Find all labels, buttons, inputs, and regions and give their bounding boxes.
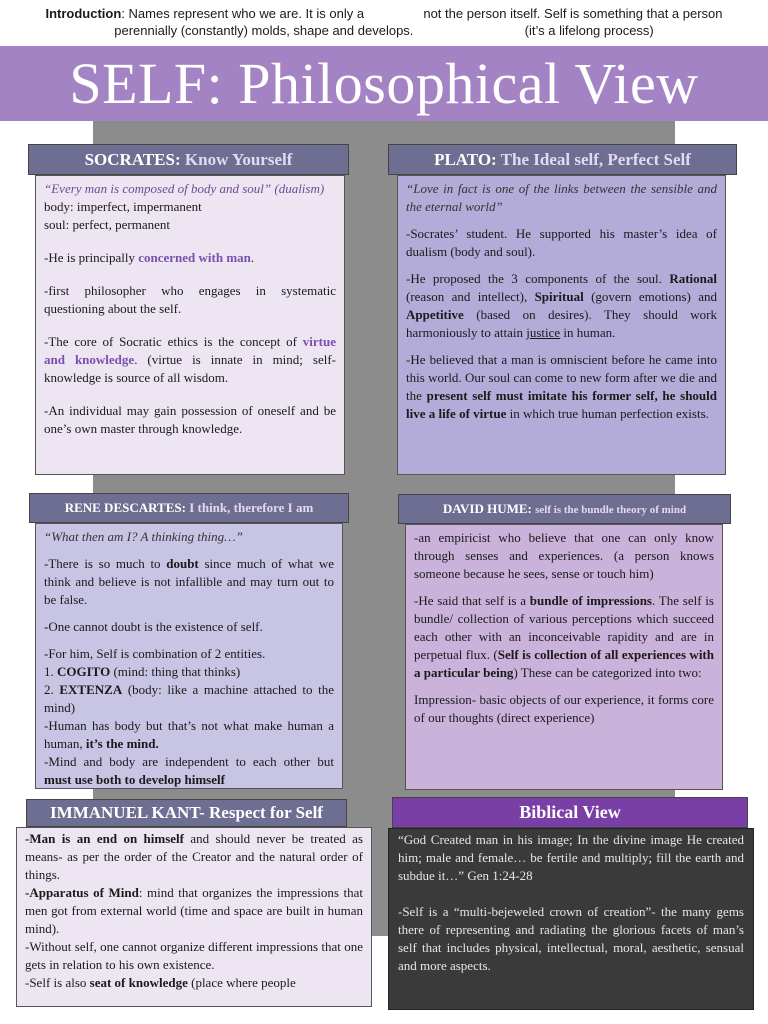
socrates-body: body: imperfect, impermanent [44, 199, 202, 214]
socrates-soul: soul: perfect, permanent [44, 217, 170, 232]
intro-line-2 [0, 22, 768, 39]
hume-name: DAVID HUME: [442, 501, 532, 516]
kant-header [26, 799, 347, 827]
intro-text-1b: not the person itself. Self is something that a person [423, 6, 723, 21]
plato-header [388, 144, 737, 175]
intro-label: Introduction [45, 6, 122, 21]
socrates-p1: -He is principally concerned with man. [44, 250, 255, 265]
plato-name: PLATO: [434, 150, 497, 169]
descartes-tagline: I think, therefore I am [189, 500, 314, 515]
descartes-quote: “What then am I? A thinking thing…” [44, 529, 243, 544]
kant-p4: -Self is also seat of knowledge (place where people [25, 975, 296, 990]
title-banner [0, 46, 768, 121]
introduction [0, 0, 768, 44]
descartes-header [29, 493, 349, 523]
plato-p3: -He believed that a man is omniscient before he came into this world. Our soul can come to new form after we die and the present self must imitate his former self, he should live a life of virtue in which true human perfection exists. [406, 352, 717, 421]
intro-text-1a: : Names represent who we are. It is only a [121, 6, 365, 21]
kant-p3: -Without self, one cannot organize different impressions that one gets in relation to his own existence. [25, 939, 363, 972]
descartes-box [35, 523, 343, 789]
socrates-p3: -The core of Socratic ethics is the concept of virtue and knowledge. (virtue is innate in mind; self-knowledge is source of all wisdom. [44, 334, 336, 385]
intro-text-2b: (it’s a lifelong process) [524, 23, 654, 38]
descartes-name: RENE DESCARTES: [64, 500, 186, 515]
socrates-p2: -first philosopher who engages in systematic questioning about the self. [44, 283, 336, 316]
descartes-p2: -One cannot doubt is the existence of self. [44, 619, 263, 634]
biblical-header [392, 797, 748, 828]
socrates-header [28, 144, 349, 175]
biblical-box [388, 828, 754, 1010]
kant-p1: -Man is an end on himself and should never be treated as means- as per the order of the Creator and the natural order of things. [25, 831, 363, 882]
descartes-p5: -Mind and body are independent to each other but must use both to develop himself [44, 754, 334, 787]
descartes-p4: -Human has body but that’s not what make human a human, it’s the mind. [44, 718, 334, 751]
intro-line-1 [0, 5, 768, 22]
kant-box [16, 827, 372, 1007]
plato-p2: -He proposed the 3 components of the soul. Rational (reason and intellect), Spiritual (govern emotions) and Appetitive (based on desires). They should work harmoniously to attain justice in human. [406, 271, 717, 340]
hume-p1: -an empiricist who believe that one can only know through senses and experiences. (a person knows someone because he sees, sense or touch him) [414, 530, 714, 581]
socrates-tagline: Know Yourself [184, 150, 293, 169]
hume-p2: -He said that self is a bundle of impressions. The self is bundle/ collection of various perceptions which succeed each other with an inconceivable rapidity and are in perpetual flux. (Self is collection of all experiences with a particular being) These can be categorized into two: [414, 593, 714, 680]
descartes-list-1: 1. COGITO (mind: thing that thinks) [44, 664, 241, 679]
hume-box [405, 524, 723, 790]
plato-quote: “Love in fact is one of the links between the sensible and the eternal world” [406, 181, 717, 214]
hume-tagline: self is the bundle theory of mind [535, 504, 687, 516]
plato-p1: -Socrates’ student. He supported his master’s idea of dualism (body and soul). [406, 226, 717, 259]
plato-box [397, 175, 726, 475]
hume-p3: Impression- basic objects of our experience, it forms core of our thoughts (direct experience) [414, 692, 714, 725]
intro-text-2a: perennially (constantly) molds, shape and develops. [114, 23, 414, 38]
socrates-name: SOCRATES: [84, 150, 181, 169]
kant-title: IMMANUEL KANT- Respect for Self [50, 803, 323, 822]
biblical-p1: “God Created man in his image; In the divine image He created him; male and female… be fertile and multiply; fill the earth and subdue it…” Gen 1:24-28 [398, 832, 744, 883]
socrates-p4: -An individual may gain possession of oneself and be one’s own master through knowledge. [44, 403, 336, 436]
biblical-title: Biblical View [519, 802, 621, 822]
descartes-list-2: 2. EXTENZA (body: like a machine attached to the mind) [44, 682, 334, 715]
descartes-p1: -There is so much to doubt since much of what we think and believe is not infallible and may turn out to be false. [44, 556, 334, 607]
biblical-p2: -Self is a “multi-bejeweled crown of creation”- the many gems there of representing and radiating the glorious facets of man’s self that includes physical, intellectual, moral, aesthetic, sensual and more aspects. [398, 904, 744, 973]
kant-p2: -Apparatus of Mind: mind that organizes the impressions that men got from external world (time and space are built in human mind). [25, 885, 363, 936]
hume-header [398, 494, 731, 524]
socrates-quote: “Every man is composed of body and soul” (dualism) [44, 181, 325, 196]
page-title: SELF: Philosophical View [69, 51, 699, 116]
descartes-p3: -For him, Self is combination of 2 entities. [44, 646, 266, 661]
socrates-box [35, 175, 345, 475]
plato-tagline: The Ideal self, Perfect Self [500, 150, 691, 169]
